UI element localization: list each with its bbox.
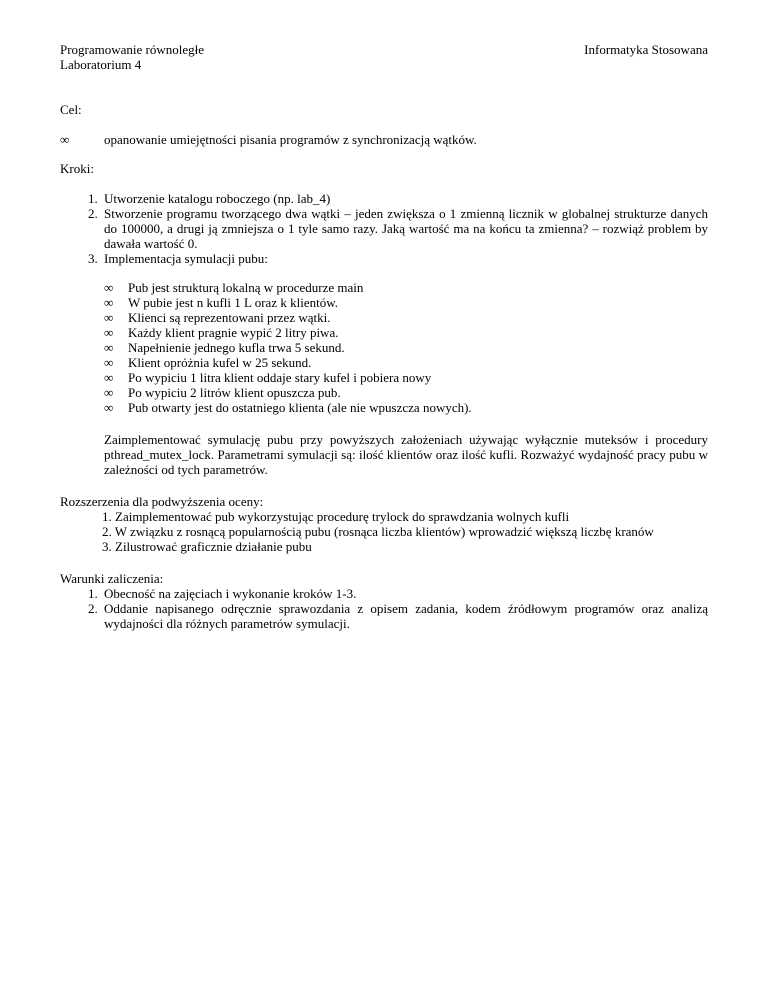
goal-section-title: Cel: [60,102,82,117]
lab-title: Laboratorium 4 [60,57,142,72]
step-number: 2. [88,206,98,221]
list-item: ∞ Napełnienie jednego kufla trwa 5 sekund. [104,340,345,355]
condition-item [60,601,708,631]
step-item [60,206,708,251]
list-item: ∞ Klienci są reprezentowani przez wątki. [104,310,331,325]
step-item [60,191,708,206]
infinity-bullet-icon: ∞ [104,295,114,310]
pub-paragraph: Zaimplementować symulację pubu przy powyższych założeniach używając wyłącznie muteksów i procedury pthread_mutex_lock. Parametrami symulacji są: ilość klientów oraz ilość kufli. Rozważyć wydajność pracy pubu w zależności od tych parametrów. [104,432,708,477]
list-item: ∞ Po wypiciu 1 litra klient oddaje stary kufel i pobiera nowy [104,370,432,385]
condition-item [60,586,708,601]
infinity-bullet-icon: ∞ [104,400,114,415]
infinity-bullet-icon: ∞ [104,280,114,295]
steps-list [60,191,708,266]
goal-text: opanowanie umiejętności pisania programów z synchronizacją wątków. [104,132,477,147]
goal-item [60,132,708,147]
condition-text: Obecność na zajęciach i wykonanie kroków 1-3. [104,586,357,601]
list-item: ∞ Pub jest strukturą lokalną w procedurze main [104,280,364,295]
extensions-section-title: Rozszerzenia dla podwyższenia oceny: [60,494,264,509]
condition-number: 1. [88,586,98,601]
step-text: Stworzenie programu tworzącego dwa wątki – jeden zwiększa o 1 zmienną licznik w globalnej strukturze danych do 100000, a drugi ją zmniejsza o 1 tyle samo razy. Jaką wartość ma na końcu ta zmienna? – rozwiąż problem by dawała wartość 0. [104,206,708,251]
infinity-bullet-icon: ∞ [104,310,114,325]
pub-bullet-list [104,280,708,415]
infinity-bullet-icon: ∞ [104,355,114,370]
list-item: ∞ Klient opróżnia kufel w 25 sekund. [104,355,312,370]
infinity-bullet-icon: ∞ [104,325,114,340]
header-left [60,42,204,72]
list-item: 2. W związku z rosnącą popularnością pubu (rosnąca liczba klientów) wprowadzić większą liczbę kranów [102,524,654,539]
list-item: 3. Zilustrować graficznie działanie pubu [102,539,312,554]
list-item: ∞ Każdy klient pragnie wypić 2 litry piwa. [104,325,339,340]
step-number: 3. [88,251,98,266]
infinity-bullet-icon: ∞ [104,370,114,385]
department-title: Informatyka Stosowana [584,42,708,57]
infinity-bullet-icon: ∞ [104,385,114,400]
infinity-bullet-icon: ∞ [104,340,114,355]
extensions-list [60,509,708,554]
step-text: Implementacja symulacji pubu: [104,251,268,266]
list-item: 1. Zaimplementować pub wykorzystując procedurę trylock do sprawdzania wolnych kufli [102,509,570,524]
condition-text: Oddanie napisanego odręcznie sprawozdania z opisem zadania, kodem źródłowym programów oraz analizą wydajności dla różnych parametrów symulacji. [104,601,708,631]
step-number: 1. [88,191,98,206]
list-item: ∞ Po wypiciu 2 litrów klient opuszcza pub. [104,385,341,400]
condition-number: 2. [88,601,98,616]
conditions-section-title: Warunki zaliczenia: [60,571,164,586]
infinity-bullet-icon: ∞ [60,132,70,147]
list-item: ∞ W pubie jest n kufli 1 L oraz k klientów. [104,295,338,310]
page-header [60,42,708,72]
conditions-list [60,586,708,631]
step-item [60,251,708,266]
steps-section-title: Kroki: [60,161,94,176]
course-title: Programowanie równoległe [60,42,205,57]
list-item: ∞ Pub otwarty jest do ostatniego klienta (ale nie wpuszcza nowych). [104,400,472,415]
document-page [60,42,708,631]
step-text: Utworzenie katalogu roboczego (np. lab_4) [104,191,331,206]
